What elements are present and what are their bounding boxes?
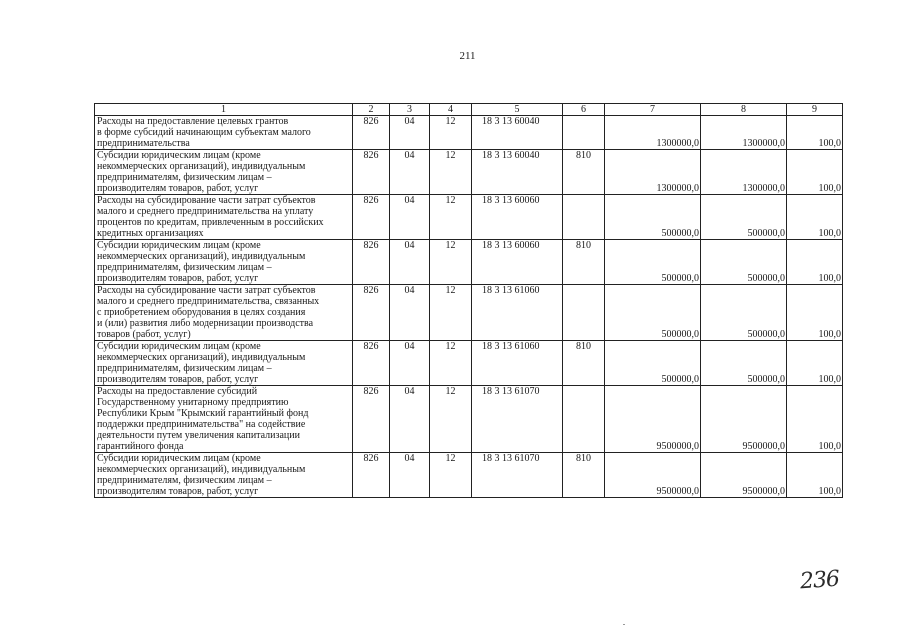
actual-amount-cell: 500000,0 — [701, 240, 787, 285]
actual-amount-cell: 1300000,0 — [701, 150, 787, 195]
expense-name-line: производителям товаров, работ, услуг — [97, 486, 259, 497]
target-article-cell: 18 3 13 61060 — [472, 285, 563, 341]
expense-name-line: предпринимателям, физическим лицам – — [97, 475, 272, 486]
target-article-cell: 18 3 13 60040 — [472, 150, 563, 195]
expense-name-line: производителям товаров, работ, услуг — [97, 273, 259, 284]
target-article-cell: 18 3 13 61060 — [472, 341, 563, 386]
expense-name-line: малого и среднего предпринимательства, связанных — [97, 296, 320, 307]
planned-amount-cell: 1300000,0 — [605, 150, 701, 195]
expense-type-cell: 810 — [563, 453, 605, 498]
expense-name-line: Субсидии юридическим лицам (кроме — [97, 240, 261, 251]
expense-name-line: предпринимателям, физическим лицам – — [97, 363, 272, 374]
execution-percent-cell: 100,0 — [787, 240, 843, 285]
expense-type-cell — [563, 195, 605, 240]
column-index-row — [95, 104, 843, 116]
expense-name-line: некоммерческих организаций), индивидуальным — [97, 464, 306, 475]
execution-percent-cell: 100,0 — [787, 453, 843, 498]
table-row — [95, 453, 843, 498]
subsection-code-cell: 12 — [430, 116, 472, 150]
scan-speck — [623, 624, 625, 625]
execution-percent-cell: 100,0 — [787, 116, 843, 150]
section-code-cell: 04 — [390, 386, 430, 453]
target-article-cell: 18 3 13 61070 — [472, 453, 563, 498]
planned-amount-cell: 500000,0 — [605, 341, 701, 386]
actual-amount-cell: 500000,0 — [701, 285, 787, 341]
expense-name-cell — [95, 285, 353, 341]
expense-name-line: кредитных организациях — [97, 228, 204, 239]
expense-name-cell — [95, 453, 353, 498]
actual-amount-cell: 9500000,0 — [701, 386, 787, 453]
execution-percent-cell: 100,0 — [787, 150, 843, 195]
execution-percent-cell: 100,0 — [787, 195, 843, 240]
expense-name-line: деятельности путем увеличения капитализации — [97, 430, 300, 441]
expense-name-line: некоммерческих организаций), индивидуальным — [97, 161, 306, 172]
expense-name-line: предпринимательства — [97, 138, 190, 149]
budget-table — [94, 103, 843, 498]
planned-amount-cell: 9500000,0 — [605, 386, 701, 453]
expense-name-line: Государственному унитарному предприятию — [97, 397, 289, 408]
target-article-cell: 18 3 13 60040 — [472, 116, 563, 150]
expense-name-line: поддержки предпринимательства" на содействие — [97, 419, 306, 430]
expense-type-cell: 810 — [563, 240, 605, 285]
planned-amount-cell: 9500000,0 — [605, 453, 701, 498]
execution-percent-cell: 100,0 — [787, 285, 843, 341]
expense-name-line: и (или) развития либо модернизации производства — [97, 318, 314, 329]
expense-name-cell — [95, 341, 353, 386]
planned-amount-cell: 1300000,0 — [605, 116, 701, 150]
expense-name-cell — [95, 386, 353, 453]
actual-amount-cell: 1300000,0 — [701, 116, 787, 150]
grbs-code-cell: 826 — [353, 195, 390, 240]
expense-name-line: Расходы на предоставление целевых грантов — [97, 116, 289, 127]
grbs-code-cell: 826 — [353, 386, 390, 453]
execution-percent-cell: 100,0 — [787, 386, 843, 453]
subsection-code-cell: 12 — [430, 195, 472, 240]
expense-type-cell: 810 — [563, 341, 605, 386]
table-row — [95, 386, 843, 453]
expense-name-line: производителям товаров, работ, услуг — [97, 183, 259, 194]
grbs-code-cell: 826 — [353, 341, 390, 386]
expense-name-cell — [95, 195, 353, 240]
column-index: 5 — [472, 104, 563, 116]
expense-name-line: Субсидии юридическим лицам (кроме — [97, 453, 261, 464]
section-code-cell: 04 — [390, 150, 430, 195]
actual-amount-cell: 500000,0 — [701, 341, 787, 386]
actual-amount-cell: 500000,0 — [701, 195, 787, 240]
subsection-code-cell: 12 — [430, 341, 472, 386]
target-article-cell: 18 3 13 60060 — [472, 240, 563, 285]
section-code-cell: 04 — [390, 341, 430, 386]
table-row — [95, 341, 843, 386]
execution-percent-cell: 100,0 — [787, 341, 843, 386]
column-index: 9 — [787, 104, 843, 116]
expense-name-line: предпринимателям, физическим лицам – — [97, 262, 272, 273]
table-row — [95, 240, 843, 285]
expense-name-cell — [95, 116, 353, 150]
expense-name-line: с приобретением оборудования в целях создания — [97, 307, 306, 318]
expense-type-cell: 810 — [563, 150, 605, 195]
subsection-code-cell: 12 — [430, 453, 472, 498]
expense-name-line: Субсидии юридическим лицам (кроме — [97, 150, 261, 161]
grbs-code-cell: 826 — [353, 240, 390, 285]
subsection-code-cell: 12 — [430, 240, 472, 285]
column-index: 2 — [353, 104, 390, 116]
column-index: 8 — [701, 104, 787, 116]
target-article-cell: 18 3 13 60060 — [472, 195, 563, 240]
page-number: 211 — [459, 50, 476, 62]
expense-name-line: предпринимателям, физическим лицам – — [97, 172, 272, 183]
section-code-cell: 04 — [390, 453, 430, 498]
expense-name-cell — [95, 150, 353, 195]
expense-name-cell — [95, 240, 353, 285]
grbs-code-cell: 826 — [353, 285, 390, 341]
column-index: 3 — [390, 104, 430, 116]
subsection-code-cell: 12 — [430, 150, 472, 195]
column-index: 7 — [605, 104, 701, 116]
expense-name-line: Субсидии юридическим лицам (кроме — [97, 341, 261, 352]
expense-name-line: процентов по кредитам, привлеченным в российских — [97, 217, 324, 228]
grbs-code-cell: 826 — [353, 116, 390, 150]
planned-amount-cell: 500000,0 — [605, 195, 701, 240]
expense-name-line: гарантийного фонда — [97, 441, 184, 452]
section-code-cell: 04 — [390, 195, 430, 240]
table-row — [95, 150, 843, 195]
expense-name-line: малого и среднего предпринимательства на уплату — [97, 206, 314, 217]
expense-name-line: товаров (работ, услуг) — [97, 329, 191, 340]
subsection-code-cell: 12 — [430, 386, 472, 453]
expense-name-line: некоммерческих организаций), индивидуальным — [97, 352, 306, 363]
grbs-code-cell: 826 — [353, 453, 390, 498]
grbs-code-cell: 826 — [353, 150, 390, 195]
column-index: 6 — [563, 104, 605, 116]
expense-name-line: Расходы на предоставление субсидий — [97, 386, 258, 397]
planned-amount-cell: 500000,0 — [605, 240, 701, 285]
target-article-cell: 18 3 13 61070 — [472, 386, 563, 453]
section-code-cell: 04 — [390, 240, 430, 285]
table-row — [95, 195, 843, 240]
expense-name-line: Расходы на субсидирование части затрат субъектов — [97, 285, 316, 296]
expense-name-line: Расходы на субсидирование части затрат субъектов — [97, 195, 316, 206]
column-index: 4 — [430, 104, 472, 116]
subsection-code-cell: 12 — [430, 285, 472, 341]
actual-amount-cell: 9500000,0 — [701, 453, 787, 498]
expense-name-line: в форме субсидий начинающим субъектам малого — [97, 127, 311, 138]
expense-type-cell — [563, 386, 605, 453]
expense-name-line: производителям товаров, работ, услуг — [97, 374, 259, 385]
table-row — [95, 285, 843, 341]
expense-name-line: Республики Крым "Крымский гарантийный фонд — [97, 408, 309, 419]
section-code-cell: 04 — [390, 285, 430, 341]
column-index: 1 — [95, 104, 353, 116]
handwritten-page-number: 236 — [799, 566, 840, 595]
expense-type-cell — [563, 285, 605, 341]
expense-type-cell — [563, 116, 605, 150]
planned-amount-cell: 500000,0 — [605, 285, 701, 341]
table-row — [95, 116, 843, 150]
section-code-cell: 04 — [390, 116, 430, 150]
expense-name-line: некоммерческих организаций), индивидуальным — [97, 251, 306, 262]
